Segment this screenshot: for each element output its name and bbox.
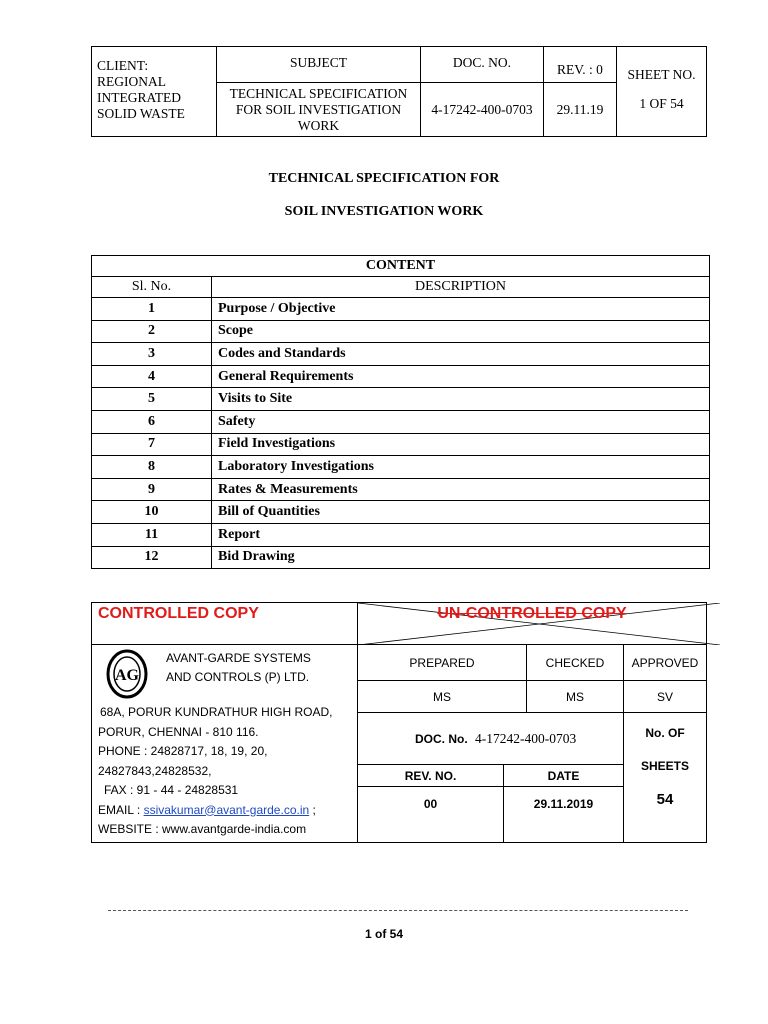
- doc-no-value: 4-17242-400-0703: [421, 83, 544, 137]
- content-row-description: Report: [212, 523, 710, 546]
- content-row: [92, 501, 710, 524]
- sheets-value: 54: [656, 791, 674, 808]
- sheets-label: SHEETS: [640, 759, 689, 773]
- content-row-number: 9: [92, 478, 212, 501]
- footer-divider: [108, 910, 688, 911]
- content-row-description: Rates & Measurements: [212, 478, 710, 501]
- content-row: [92, 546, 710, 569]
- doc-no-value: 4-17242-400-0703: [475, 730, 577, 746]
- content-row: [92, 343, 710, 366]
- contents-table: [91, 255, 710, 569]
- rev-label: REV. : 0: [544, 47, 617, 83]
- content-row: [92, 456, 710, 479]
- content-row-description: General Requirements: [212, 365, 710, 388]
- uncontrolled-copy-label: UN-CONTROLLED COPY: [437, 605, 627, 622]
- controlled-copy-label: CONTROLLED COPY: [98, 605, 259, 622]
- content-row-description: Bid Drawing: [212, 546, 710, 569]
- website-line: WEBSITE : www.avantgarde-india.com: [98, 822, 307, 836]
- content-row-description: Visits to Site: [212, 388, 710, 411]
- content-row-number: 3: [92, 343, 212, 366]
- client-name-line: REGIONAL: [97, 74, 166, 89]
- uncontrolled-copy-cell: [358, 603, 707, 645]
- content-row-number: 6: [92, 410, 212, 433]
- sheets-cell: [624, 713, 707, 843]
- content-row: [92, 523, 710, 546]
- content-row: [92, 433, 710, 456]
- column-header-description: DESCRIPTION: [212, 277, 710, 298]
- approved-value: SV: [624, 681, 707, 713]
- content-row-description: Field Investigations: [212, 433, 710, 456]
- company-logo-icon: [106, 649, 148, 699]
- checked-label: CHECKED: [527, 645, 624, 681]
- document-title-line1: TECHNICAL SPECIFICATION FOR: [268, 171, 500, 186]
- page-number: 1 of 54: [364, 927, 403, 941]
- no-of-label: No. OF: [645, 726, 685, 740]
- content-row: [92, 388, 710, 411]
- content-row: [92, 320, 710, 343]
- content-row-number: 12: [92, 546, 212, 569]
- content-row-number: 4: [92, 365, 212, 388]
- client-name-line: SOLID WASTE: [97, 106, 185, 121]
- content-row-description: Scope: [212, 320, 710, 343]
- sheet-no-label: SHEET NO.: [617, 47, 707, 83]
- rev-date-value: 29.11.19: [544, 83, 617, 137]
- document-title-line2: SOIL INVESTIGATION WORK: [284, 204, 484, 219]
- contents-caption: CONTENT: [92, 256, 710, 277]
- date-value: 29.11.2019: [504, 787, 624, 843]
- email-link[interactable]: ssivakumar@avant-garde.co.in: [143, 802, 310, 817]
- fax-line: FAX : 91 - 44 - 24828531: [104, 783, 239, 797]
- content-row-number: 10: [92, 501, 212, 524]
- sheet-no-value: 1 OF 54: [617, 83, 707, 137]
- address-line2: PORUR, CHENNAI - 810 116.: [98, 724, 259, 739]
- content-row-number: 2: [92, 320, 212, 343]
- doc-no-label: DOC. No.: [415, 731, 468, 746]
- document-header-table: [91, 46, 707, 137]
- client-cell: [92, 47, 217, 137]
- company-name-line2: AND CONTROLS (P) LTD.: [166, 670, 310, 684]
- company-info-cell: [92, 645, 358, 843]
- content-row: [92, 478, 710, 501]
- checked-value: MS: [527, 681, 624, 713]
- content-row-number: 11: [92, 523, 212, 546]
- content-row-description: Safety: [212, 410, 710, 433]
- company-name-line1: AVANT-GARDE SYSTEMS: [166, 651, 311, 665]
- phone-line2: 24827843,24828532,: [98, 763, 212, 778]
- content-row: [92, 365, 710, 388]
- content-row-number: 5: [92, 388, 212, 411]
- controlled-copy-cell: [92, 603, 358, 645]
- rev-no-value: 00: [358, 787, 504, 843]
- content-row-description: Purpose / Objective: [212, 298, 710, 321]
- document-control-box: [91, 602, 707, 843]
- doc-no-cell: [358, 713, 624, 765]
- column-header-sl-no: Sl. No.: [92, 277, 212, 298]
- date-label: DATE: [504, 765, 624, 787]
- address-line1: 68A, PORUR KUNDRATHUR HIGH ROAD,: [100, 705, 333, 719]
- prepared-value: MS: [358, 681, 527, 713]
- approved-label: APPROVED: [624, 645, 707, 681]
- doc-no-label: DOC. NO.: [421, 47, 544, 83]
- client-name-line: INTEGRATED: [97, 90, 181, 105]
- content-row-number: 1: [92, 298, 212, 321]
- subject-value: TECHNICAL SPECIFICATION FOR SOIL INVESTIGATION WORK: [217, 83, 421, 137]
- content-row-number: 8: [92, 456, 212, 479]
- content-row: [92, 410, 710, 433]
- email-line: EMAIL : ssivakumar@avant-garde.co.in ;: [98, 802, 316, 817]
- prepared-label: PREPARED: [358, 645, 527, 681]
- client-label: CLIENT:: [97, 58, 149, 73]
- content-row-description: Laboratory Investigations: [212, 456, 710, 479]
- content-row: [92, 298, 710, 321]
- content-row-description: Codes and Standards: [212, 343, 710, 366]
- phone-line1: PHONE : 24828717, 18, 19, 20,: [98, 744, 268, 758]
- content-row-description: Bill of Quantities: [212, 501, 710, 524]
- svg-text:AG: AG: [115, 667, 139, 684]
- content-row-number: 7: [92, 433, 212, 456]
- rev-no-label: REV. NO.: [358, 765, 504, 787]
- subject-label: SUBJECT: [217, 47, 421, 83]
